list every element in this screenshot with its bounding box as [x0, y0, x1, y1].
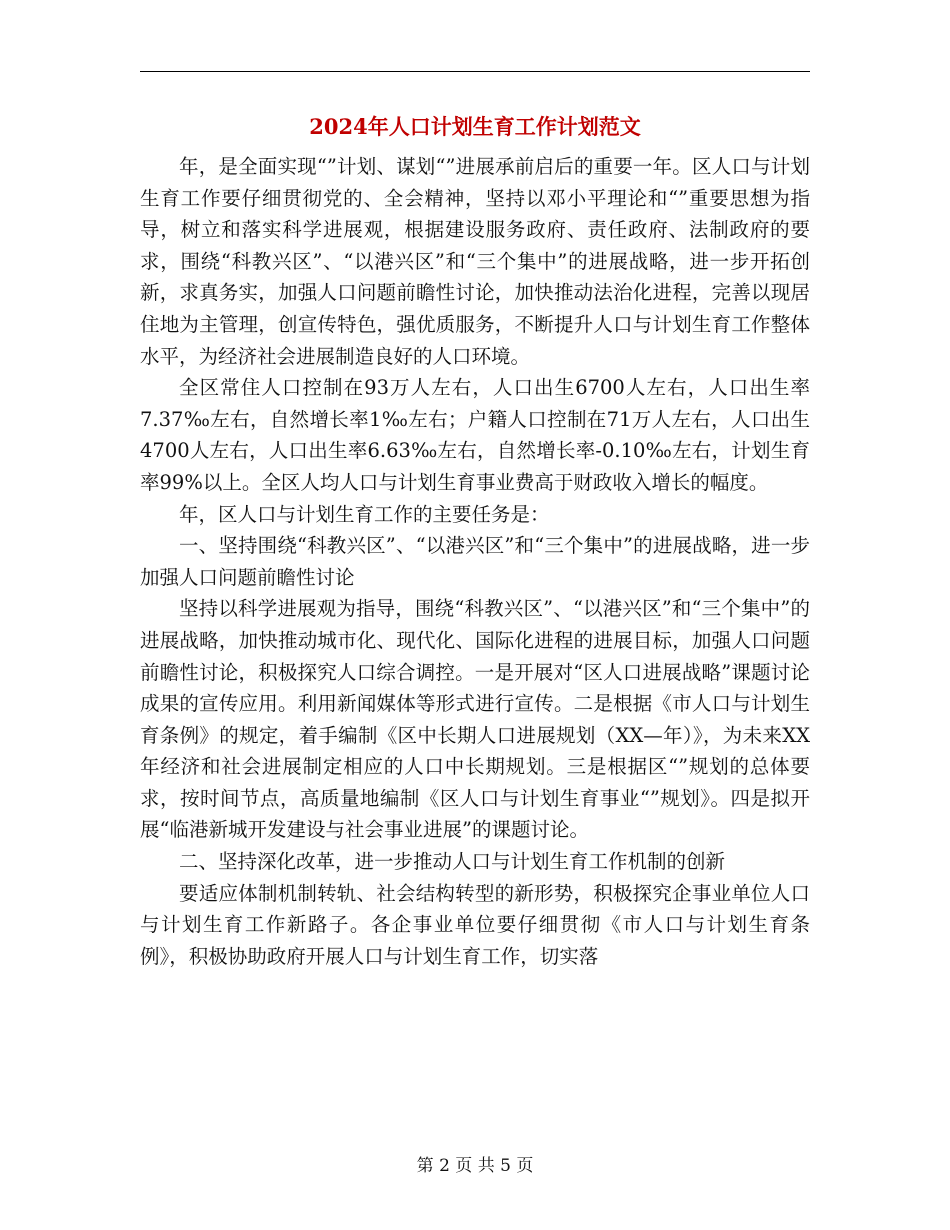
document-title: 2024年人口计划生育工作计划范文: [309, 114, 641, 139]
section-heading: 一、坚持围绕“科教兴区”、“以港兴区”和“三个集中”的进展战略，进一步加强人口问题前瞻性讨论: [140, 534, 810, 589]
paragraph: 全区常住人口控制在93万人左右，人口出生6700人左右，人口出生率7.37‰左右，自然增长率1‰左右；户籍人口控制在71万人左右，人口出生4700人左右，人口出生率6.63‰左右，自然增长率-0.10‰左右，计划生育率99%以上。全区人均人口与计划生育事业费高于财政收入增长的幅度。: [140, 376, 810, 494]
section-heading: 二、坚持深化改革，进一步推动人口与计划生育工作机制的创新: [179, 850, 726, 874]
paragraph: 年，是全面实现“”计划、谋划“”进展承前启后的重要一年。区人口与计划生育工作要仔细贯彻党的、全会精神，坚持以邓小平理论和“”重要思想为指导，树立和落实科学进展观，根据建设服务政府、责任政府、法制政府的要求，围绕“科教兴区”、“以港兴区”和“三个集中”的进展战略，进一步开拓创新，求真务实，加强人口问题前瞻性讨论，加快推动法治化进程，完善以现居住地为主管理，创宣传特色，强优质服务，不断提升人口与计划生育工作整体水平，为经济社会进展制造良好的人口环境。: [140, 155, 810, 368]
paragraph: 坚持以科学进展观为指导，围绕“科教兴区”、“以港兴区”和“三个集中”的进展战略，加快推动城市化、现代化、国际化进程的进展目标，加强人口问题前瞻性讨论，积极探究人口综合调控。一是开展对“区人口进展战略”课题讨论成果的宣传应用。利用新闻媒体等形式进行宣传。二是根据《市人口与计划生育条例》的规定，着手编制《区中长期人口进展规划（XX—年）》，为未来XX年经济和社会进展制定相应的人口中长期规划。三是根据区“”规划的总体要求，按时间节点，高质量地编制《区人口与计划生育事业“”规划》。四是拟开展“临港新城开发建设与社会事业进展”的课题讨论。: [140, 597, 810, 842]
header-rule: [140, 71, 810, 72]
paragraph: 年，区人口与计划生育工作的主要任务是：: [179, 502, 550, 526]
document-body: [140, 151, 810, 972]
page-number-footer: 第 2 页 共 5 页: [416, 1156, 534, 1176]
paragraph: 要适应体制机制转轨、社会结构转型的新形势，积极探究企事业单位人口与计划生育工作新路子。各企事业单位要仔细贯彻《市人口与计划生育条例》，积极协助政府开展人口与计划生育工作，切实落: [140, 881, 810, 968]
